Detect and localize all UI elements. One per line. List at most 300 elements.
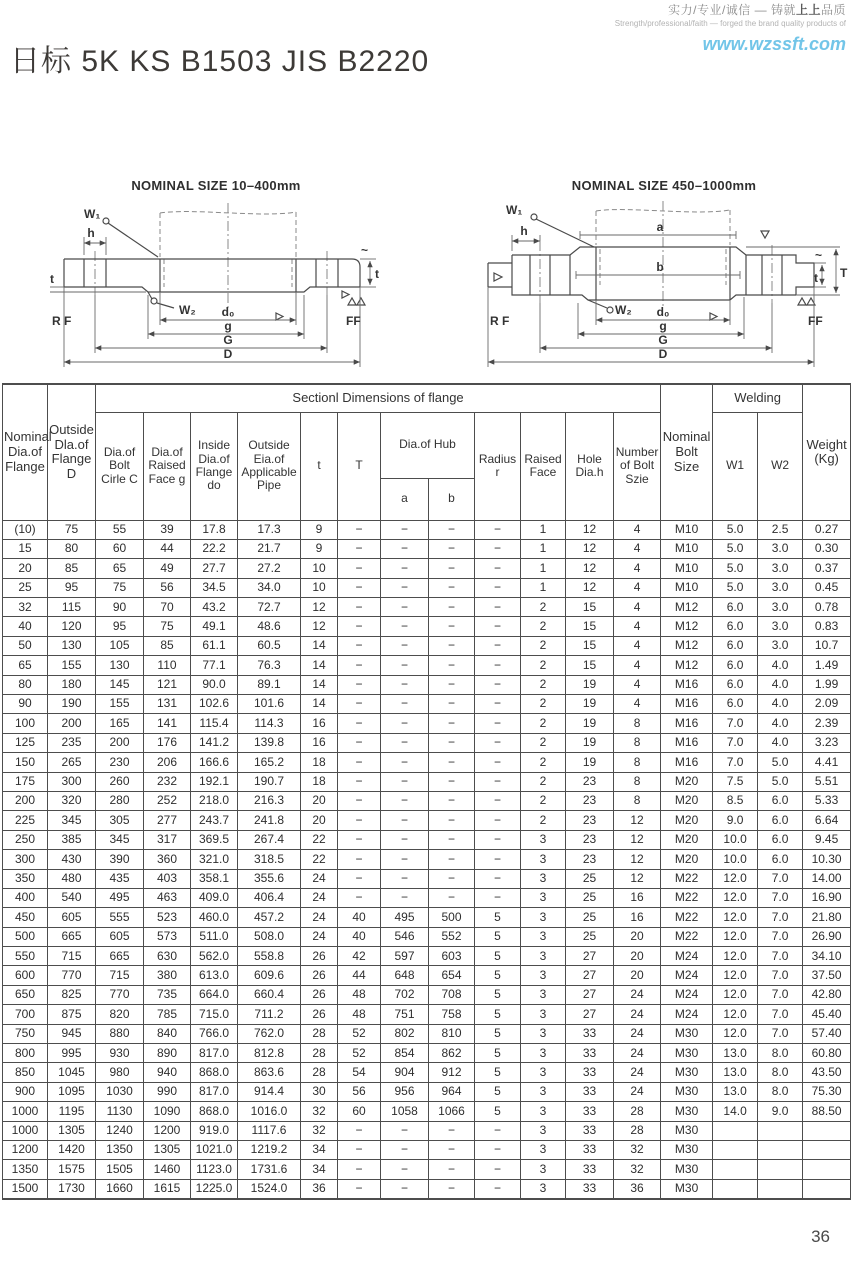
table-cell: M30 xyxy=(661,1102,713,1121)
table-cell: 20 xyxy=(301,791,338,810)
table-cell: 1058 xyxy=(381,1102,429,1121)
table-cell: − xyxy=(338,539,381,558)
table-cell: 1016.0 xyxy=(238,1102,301,1121)
table-cell: M20 xyxy=(661,791,713,810)
table-cell xyxy=(758,1179,803,1198)
table-cell: 664.0 xyxy=(191,985,238,1004)
table-cell: − xyxy=(429,598,475,617)
table-cell: 1021.0 xyxy=(191,1141,238,1160)
brand-website: www.wzssft.com xyxy=(702,34,846,54)
table-row xyxy=(3,1102,851,1121)
table-cell: 4.41 xyxy=(803,753,851,772)
table-cell: 7.0 xyxy=(713,733,758,752)
table-cell: 32 xyxy=(614,1160,661,1179)
table-cell: 77.1 xyxy=(191,656,238,675)
table-cell: 22 xyxy=(301,850,338,869)
table-cell: 2 xyxy=(521,695,566,714)
table-cell: 868.0 xyxy=(191,1063,238,1082)
table-cell: 61.1 xyxy=(191,636,238,655)
flange-dimension-table xyxy=(2,383,851,1200)
table-cell: 65 xyxy=(96,559,144,578)
table-cell: 54 xyxy=(338,1063,381,1082)
table-cell: 1030 xyxy=(96,1082,144,1101)
table-cell: 22 xyxy=(301,830,338,849)
table-cell: 130 xyxy=(96,656,144,675)
table-cell: − xyxy=(381,675,429,694)
table-cell: − xyxy=(429,520,475,539)
flange-drawing-large xyxy=(478,197,850,373)
table-cell: 28 xyxy=(614,1102,661,1121)
table-cell: 0.27 xyxy=(803,520,851,539)
table-cell: 546 xyxy=(381,927,429,946)
table-cell: 15 xyxy=(566,598,614,617)
table-cell: 32 xyxy=(614,1141,661,1160)
table-row xyxy=(3,1005,851,1024)
table-cell: 345 xyxy=(48,811,96,830)
table-cell: 552 xyxy=(429,927,475,946)
table-cell: 654 xyxy=(429,966,475,985)
table-row xyxy=(3,617,851,636)
table-cell: 360 xyxy=(144,850,191,869)
table-cell: M12 xyxy=(661,636,713,655)
table-cell: 863.6 xyxy=(238,1063,301,1082)
brand-slogan-cn xyxy=(615,3,846,18)
col-header-num-bolt: Number of Bolt Szie xyxy=(614,412,661,520)
table-cell: 40 xyxy=(338,908,381,927)
table-cell: 4 xyxy=(614,675,661,694)
table-row xyxy=(3,714,851,733)
table-cell: 3.0 xyxy=(758,559,803,578)
table-cell: − xyxy=(381,617,429,636)
col-header-raised-face-g: Dia.of Raised Face g xyxy=(144,412,191,520)
table-cell: 9 xyxy=(301,520,338,539)
table-cell: 10.0 xyxy=(713,850,758,869)
table-cell: − xyxy=(429,617,475,636)
table-cell: 33 xyxy=(566,1063,614,1082)
table-cell: 7.0 xyxy=(758,947,803,966)
table-cell: M16 xyxy=(661,733,713,752)
table-cell: − xyxy=(429,869,475,888)
table-cell: 495 xyxy=(381,908,429,927)
table-cell: − xyxy=(429,1179,475,1198)
table-cell: 1130 xyxy=(96,1102,144,1121)
diagram-large-sizes xyxy=(478,178,850,378)
table-cell: 72.7 xyxy=(238,598,301,617)
table-cell: 26 xyxy=(301,947,338,966)
table-cell: 2 xyxy=(521,598,566,617)
table-cell: 260 xyxy=(96,772,144,791)
table-cell: 7.0 xyxy=(758,888,803,907)
table-cell: − xyxy=(381,636,429,655)
table-cell: 267.4 xyxy=(238,830,301,849)
table-cell: − xyxy=(429,559,475,578)
table-cell: 1350 xyxy=(3,1160,48,1179)
table-cell: 1045 xyxy=(48,1063,96,1082)
table-cell: 27 xyxy=(566,966,614,985)
table-cell: M22 xyxy=(661,869,713,888)
table-cell: 20 xyxy=(301,811,338,830)
dim-label-w1: W₁ xyxy=(84,207,101,221)
table-row xyxy=(3,1082,851,1101)
table-cell: M16 xyxy=(661,753,713,772)
table-cell: 200 xyxy=(96,733,144,752)
table-cell: 500 xyxy=(3,927,48,946)
table-cell: 6.0 xyxy=(713,695,758,714)
table-cell: 32 xyxy=(301,1102,338,1121)
table-cell: 243.7 xyxy=(191,811,238,830)
table-cell: − xyxy=(429,1121,475,1140)
table-cell: 114.3 xyxy=(238,714,301,733)
table-cell: − xyxy=(338,559,381,578)
table-cell: 24 xyxy=(614,1005,661,1024)
table-cell: − xyxy=(475,539,521,558)
col-header-nominal: Nominal Dia.of Flange xyxy=(3,384,48,520)
table-cell: 49.1 xyxy=(191,617,238,636)
table-cell: − xyxy=(429,811,475,830)
table-cell: 12 xyxy=(614,869,661,888)
table-cell: 2 xyxy=(521,636,566,655)
table-cell: 25 xyxy=(3,578,48,597)
table-cell: 4 xyxy=(614,539,661,558)
table-cell: 1730 xyxy=(48,1179,96,1198)
table-cell: 715 xyxy=(48,947,96,966)
table-cell: 24 xyxy=(301,908,338,927)
table-cell: − xyxy=(338,617,381,636)
table-cell: 12 xyxy=(566,559,614,578)
table-cell: M30 xyxy=(661,1024,713,1043)
table-cell: 0.83 xyxy=(803,617,851,636)
table-cell: 21.7 xyxy=(238,539,301,558)
table-cell: 176 xyxy=(144,733,191,752)
table-cell: − xyxy=(381,1179,429,1198)
table-cell: 32 xyxy=(3,598,48,617)
table-cell: − xyxy=(338,733,381,752)
table-cell: 13.0 xyxy=(713,1063,758,1082)
table-cell: 50 xyxy=(3,636,48,655)
table-cell: 23 xyxy=(566,791,614,810)
table-row xyxy=(3,539,851,558)
table-cell: 715 xyxy=(96,966,144,985)
table-row xyxy=(3,695,851,714)
table-cell: 16 xyxy=(301,733,338,752)
table-cell: − xyxy=(475,791,521,810)
table-cell: − xyxy=(429,675,475,694)
table-cell: 25 xyxy=(566,888,614,907)
table-cell xyxy=(758,1141,803,1160)
table-cell: − xyxy=(475,714,521,733)
table-cell: 945 xyxy=(48,1024,96,1043)
col-header-hole: Hole Dia.h xyxy=(566,412,614,520)
diagram-right-title: NOMINAL SIZE 450–1000mm xyxy=(571,178,757,193)
table-cell: 19 xyxy=(566,714,614,733)
table-cell: 33 xyxy=(566,1024,614,1043)
table-cell: 0.45 xyxy=(803,578,851,597)
table-cell: M20 xyxy=(661,850,713,869)
table-cell: 480 xyxy=(48,869,96,888)
table-cell: 10 xyxy=(301,559,338,578)
table-cell: − xyxy=(381,791,429,810)
table-cell: M16 xyxy=(661,675,713,694)
table-cell: 5.0 xyxy=(758,753,803,772)
table-cell: 1095 xyxy=(48,1082,96,1101)
table-cell: 613.0 xyxy=(191,966,238,985)
table-cell: 34.5 xyxy=(191,578,238,597)
table-row xyxy=(3,830,851,849)
dim-label-T: T xyxy=(840,266,848,280)
table-cell: M10 xyxy=(661,539,713,558)
table-cell: 4.0 xyxy=(758,656,803,675)
table-cell: 39 xyxy=(144,520,191,539)
table-cell: 1 xyxy=(521,559,566,578)
table-cell: 770 xyxy=(48,966,96,985)
table-cell: − xyxy=(338,811,381,830)
table-cell: 810 xyxy=(429,1024,475,1043)
table-cell: 766.0 xyxy=(191,1024,238,1043)
table-cell: 900 xyxy=(3,1082,48,1101)
table-row xyxy=(3,772,851,791)
table-cell: 42 xyxy=(338,947,381,966)
table-row xyxy=(3,985,851,1004)
table-cell: 80 xyxy=(48,539,96,558)
dim-label-w2: W₂ xyxy=(179,303,196,317)
table-cell: 90.0 xyxy=(191,675,238,694)
table-row xyxy=(3,1044,851,1063)
table-cell: 8 xyxy=(614,733,661,752)
table-cell: M22 xyxy=(661,927,713,946)
table-cell: 101.6 xyxy=(238,695,301,714)
table-cell: 24 xyxy=(614,985,661,1004)
table-cell: 235 xyxy=(48,733,96,752)
table-cell: − xyxy=(475,1121,521,1140)
table-cell: − xyxy=(429,1141,475,1160)
col-header-hub-a: a xyxy=(381,478,429,520)
table-cell: 27.2 xyxy=(238,559,301,578)
table-cell: − xyxy=(381,753,429,772)
table-cell: − xyxy=(475,772,521,791)
table-cell xyxy=(803,1179,851,1198)
table-cell: 12.0 xyxy=(713,908,758,927)
table-cell: 1200 xyxy=(144,1121,191,1140)
table-cell: 1066 xyxy=(429,1102,475,1121)
table-cell: 155 xyxy=(96,695,144,714)
table-cell: 700 xyxy=(3,1005,48,1024)
table-row xyxy=(3,927,851,946)
col-header-t: t xyxy=(301,412,338,520)
table-cell: 3 xyxy=(521,985,566,1004)
table-cell: 904 xyxy=(381,1063,429,1082)
table-cell: 10.7 xyxy=(803,636,851,655)
table-cell: 995 xyxy=(48,1044,96,1063)
table-cell: 1200 xyxy=(3,1141,48,1160)
table-cell: 225 xyxy=(3,811,48,830)
table-cell: 17.8 xyxy=(191,520,238,539)
table-cell: 48 xyxy=(338,985,381,1004)
table-cell: 48.6 xyxy=(238,617,301,636)
table-cell: 358.1 xyxy=(191,869,238,888)
table-cell: 409.0 xyxy=(191,888,238,907)
table-cell: 26 xyxy=(301,985,338,1004)
table-cell: 49 xyxy=(144,559,191,578)
table-cell: M30 xyxy=(661,1121,713,1140)
table-cell: 20 xyxy=(3,559,48,578)
table-cell: 28 xyxy=(301,1024,338,1043)
table-cell: 27 xyxy=(566,947,614,966)
table-cell: 321.0 xyxy=(191,850,238,869)
table-cell: − xyxy=(475,850,521,869)
table-cell: 511.0 xyxy=(191,927,238,946)
table-cell: 648 xyxy=(381,966,429,985)
table-cell: − xyxy=(429,539,475,558)
dim-label-G: G xyxy=(658,333,668,347)
table-cell: 150 xyxy=(3,753,48,772)
table-cell: 24 xyxy=(301,888,338,907)
table-cell: 964 xyxy=(429,1082,475,1101)
table-cell: 190.7 xyxy=(238,772,301,791)
table-cell: 390 xyxy=(96,850,144,869)
table-cell: 6.0 xyxy=(713,617,758,636)
table-cell xyxy=(713,1121,758,1140)
table-cell: 32 xyxy=(301,1121,338,1140)
dim-label-h: h xyxy=(87,226,95,240)
table-cell: 16 xyxy=(614,908,661,927)
table-cell: M20 xyxy=(661,811,713,830)
table-cell: 4.0 xyxy=(758,695,803,714)
table-cell: 7.0 xyxy=(758,966,803,985)
table-cell: − xyxy=(429,791,475,810)
table-cell: 450 xyxy=(3,908,48,927)
table-cell xyxy=(713,1141,758,1160)
table-cell: 33 xyxy=(566,1160,614,1179)
table-cell: 14.0 xyxy=(713,1102,758,1121)
table-cell: 20 xyxy=(614,966,661,985)
table-cell: 26.90 xyxy=(803,927,851,946)
table-cell: 495 xyxy=(96,888,144,907)
table-cell: 4 xyxy=(614,578,661,597)
table-cell: 4 xyxy=(614,520,661,539)
table-cell: 785 xyxy=(144,1005,191,1024)
table-cell: 27 xyxy=(566,985,614,1004)
table-cell: 40 xyxy=(338,927,381,946)
table-cell: 770 xyxy=(96,985,144,1004)
table-cell: 16 xyxy=(614,888,661,907)
table-cell: 6.0 xyxy=(758,811,803,830)
table-cell: − xyxy=(475,695,521,714)
table-cell: 23 xyxy=(566,811,614,830)
col-header-outside-d: Outside Dla.of Flange D xyxy=(48,384,96,520)
table-cell: 9.0 xyxy=(758,1102,803,1121)
table-cell: 385 xyxy=(48,830,96,849)
table-cell: 3 xyxy=(521,888,566,907)
table-cell: 3.23 xyxy=(803,733,851,752)
table-cell: 12 xyxy=(301,617,338,636)
table-cell: 25 xyxy=(566,869,614,888)
table-cell: 600 xyxy=(3,966,48,985)
table-cell: M12 xyxy=(661,598,713,617)
table-cell: 12.0 xyxy=(713,1024,758,1043)
table-cell: 758 xyxy=(429,1005,475,1024)
table-cell: 605 xyxy=(48,908,96,927)
table-cell: 2.09 xyxy=(803,695,851,714)
table-cell: 435 xyxy=(96,869,144,888)
table-cell: − xyxy=(475,598,521,617)
table-cell: − xyxy=(381,888,429,907)
table-cell: 930 xyxy=(96,1044,144,1063)
table-cell: (10) xyxy=(3,520,48,539)
table-cell: M30 xyxy=(661,1044,713,1063)
table-cell: 4 xyxy=(614,598,661,617)
table-cell: 280 xyxy=(96,791,144,810)
table-cell: − xyxy=(429,695,475,714)
table-cell: − xyxy=(338,753,381,772)
table-cell: 1000 xyxy=(3,1102,48,1121)
dim-label-t: t xyxy=(814,271,818,285)
table-cell: 15 xyxy=(566,617,614,636)
table-cell: 85 xyxy=(144,636,191,655)
table-cell: 1731.6 xyxy=(238,1160,301,1179)
table-cell: 305 xyxy=(96,811,144,830)
table-cell: 165 xyxy=(96,714,144,733)
table-cell: 5.0 xyxy=(713,559,758,578)
table-cell: M20 xyxy=(661,830,713,849)
table-cell: 7.0 xyxy=(758,908,803,927)
table-cell: 23 xyxy=(566,830,614,849)
table-cell: 36 xyxy=(301,1179,338,1198)
table-cell: 12 xyxy=(566,539,614,558)
dim-label-rf: R F xyxy=(490,314,510,328)
table-cell: 16 xyxy=(301,714,338,733)
table-cell: − xyxy=(381,539,429,558)
table-cell: 12 xyxy=(614,811,661,830)
table-cell: 52 xyxy=(338,1024,381,1043)
table-cell: 110 xyxy=(144,656,191,675)
table-row xyxy=(3,733,851,752)
table-cell: 4 xyxy=(614,559,661,578)
table-cell: 3.0 xyxy=(758,578,803,597)
table-cell: 6.0 xyxy=(713,598,758,617)
table-cell: 9.45 xyxy=(803,830,851,849)
table-cell: 2 xyxy=(521,617,566,636)
table-cell: − xyxy=(338,598,381,617)
table-cell: − xyxy=(381,695,429,714)
table-cell: 24 xyxy=(301,927,338,946)
table-cell: 190 xyxy=(48,695,96,714)
table-cell: 12.0 xyxy=(713,869,758,888)
table-cell: 7.0 xyxy=(758,869,803,888)
table-cell: − xyxy=(429,830,475,849)
table-cell: − xyxy=(475,656,521,675)
table-cell: − xyxy=(475,869,521,888)
table-row xyxy=(3,1160,851,1179)
table-row xyxy=(3,1141,851,1160)
brand-slogan-cn-pre: 实力/专业/诚信 — 铸就 xyxy=(668,3,796,17)
table-cell: 42.80 xyxy=(803,985,851,1004)
table-cell: 5 xyxy=(475,966,521,985)
table-cell: 1505 xyxy=(96,1160,144,1179)
table-cell: 19 xyxy=(566,695,614,714)
table-cell: 230 xyxy=(96,753,144,772)
table-cell: 702 xyxy=(381,985,429,1004)
table-cell: 60 xyxy=(96,539,144,558)
table-row xyxy=(3,578,851,597)
table-cell: 2 xyxy=(521,791,566,810)
table-cell: 914.4 xyxy=(238,1082,301,1101)
table-cell: 9 xyxy=(301,539,338,558)
table-cell: 12 xyxy=(566,578,614,597)
table-cell: 33 xyxy=(566,1179,614,1198)
table-cell: 3 xyxy=(521,1141,566,1160)
table-cell xyxy=(803,1160,851,1179)
table-row xyxy=(3,559,851,578)
